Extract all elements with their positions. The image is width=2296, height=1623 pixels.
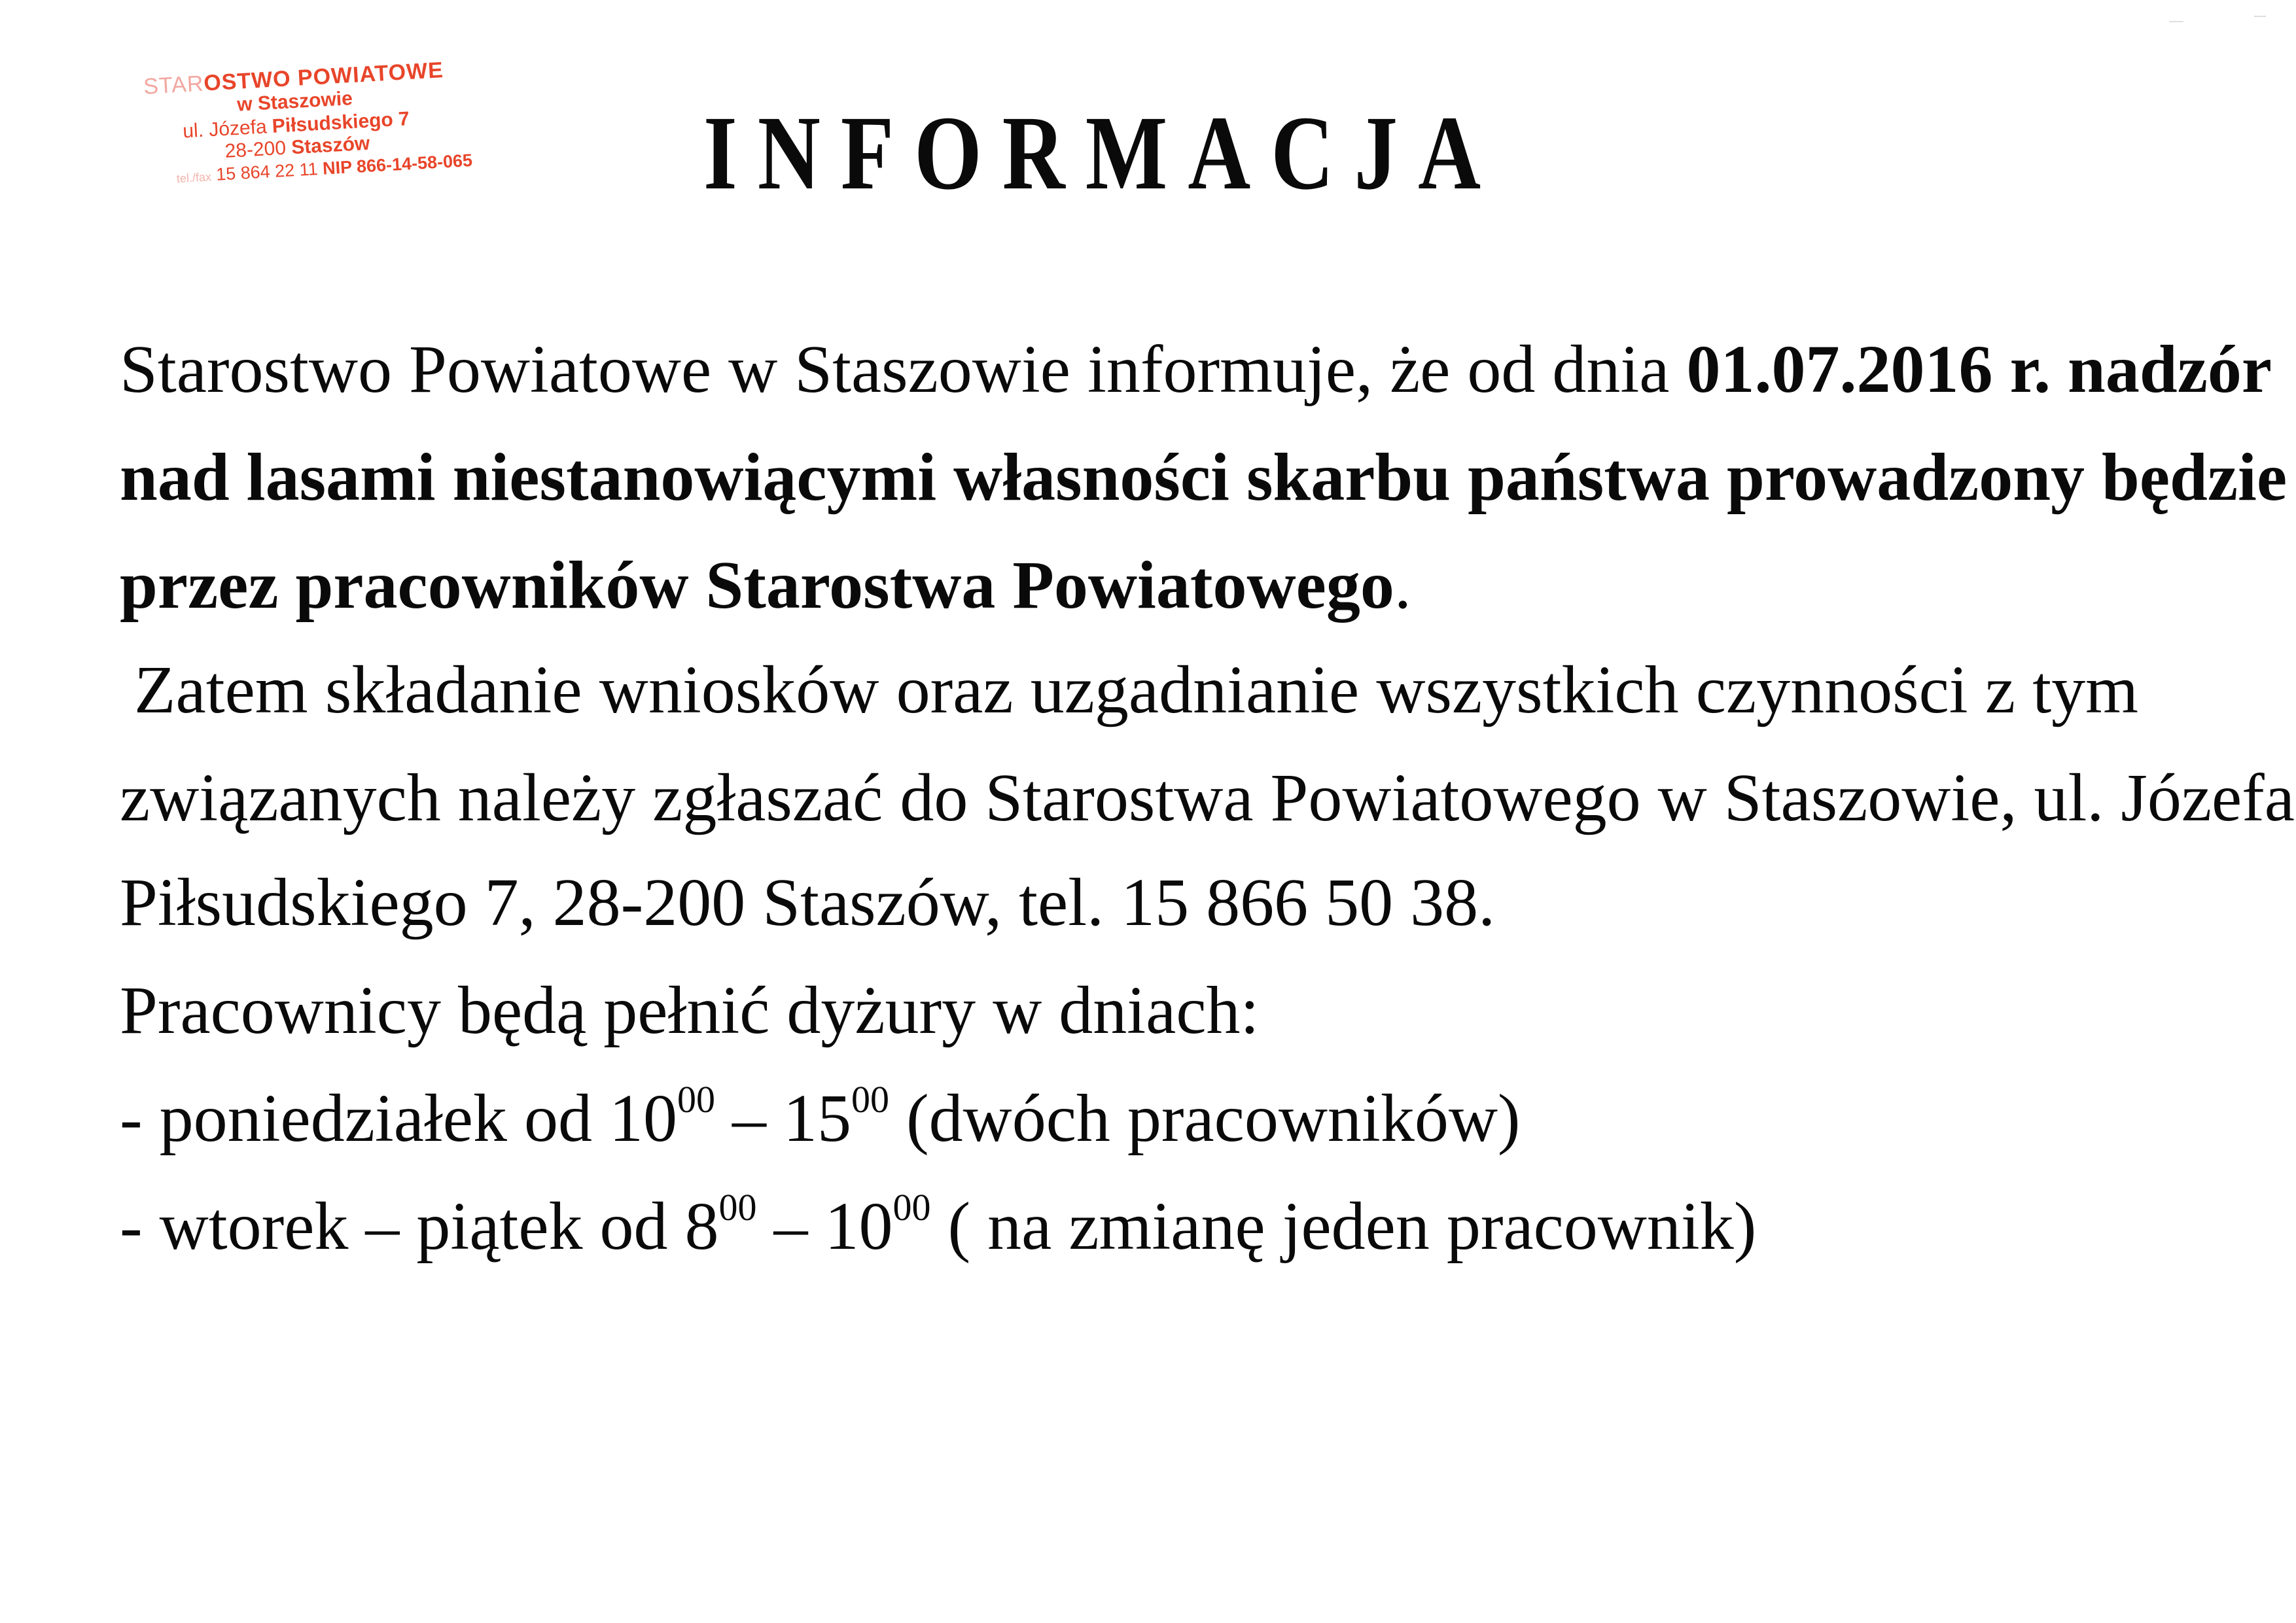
stamp-postal: 28-200 Staszów [224, 132, 371, 162]
scan-artifact [2254, 16, 2266, 17]
paragraph2-line2: związanych należy zgłaszać do Starostwa Powiatowego w Staszowie, ul. Józefa [120, 760, 2295, 835]
scan-artifact [2169, 21, 2183, 22]
paragraph1-line2: nad lasami niestanowiącymi własności skarbu państwa prowadzony będzie [120, 440, 2287, 515]
paragraph2-line3-address: Piłsudskiego 7, 28-200 Staszów, tel. 15 866 50 38. [120, 865, 1496, 940]
schedule-intro: Pracownicy będą pełnić dyżury w dniach: [120, 973, 1260, 1048]
stamp-office-name: STAROSTWO POWIATOWE [143, 58, 444, 99]
schedule-item-monday: - poniedziałek od $10^{00} - 15^{00}$ (dwóch pracowników) [120, 1078, 1521, 1156]
paragraph1-line3: przez pracowników Starostwa Powiatowego. [120, 548, 1411, 623]
schedule-item-tuesday-friday: - wtorek – piątek od $8^{00} - 10^{00}$ ( na zmianę jeden pracownik) [120, 1186, 1757, 1264]
stamp-city: w Staszowie [236, 87, 353, 116]
official-stamp [116, 58, 476, 189]
paragraph1-line1: Starostwo Powiatowe w Staszowie informuje, że od dnia 01.07.2016 r. nadzór [120, 332, 2272, 407]
stamp-phone-nip: tel./fax 15 864 22 11 NIP 866-14-58-065 [176, 150, 473, 186]
stamp-street: ul. Józefa Piłsudskiego 7 [182, 108, 410, 143]
paragraph2-line1: Zatem składanie wniosków oraz uzgadnianie wszystkich czynności z tym [134, 652, 2138, 727]
effective-date: 01.07.2016 r. nadzór [1686, 332, 2272, 407]
document-title: INFORMACJA [703, 95, 1502, 212]
